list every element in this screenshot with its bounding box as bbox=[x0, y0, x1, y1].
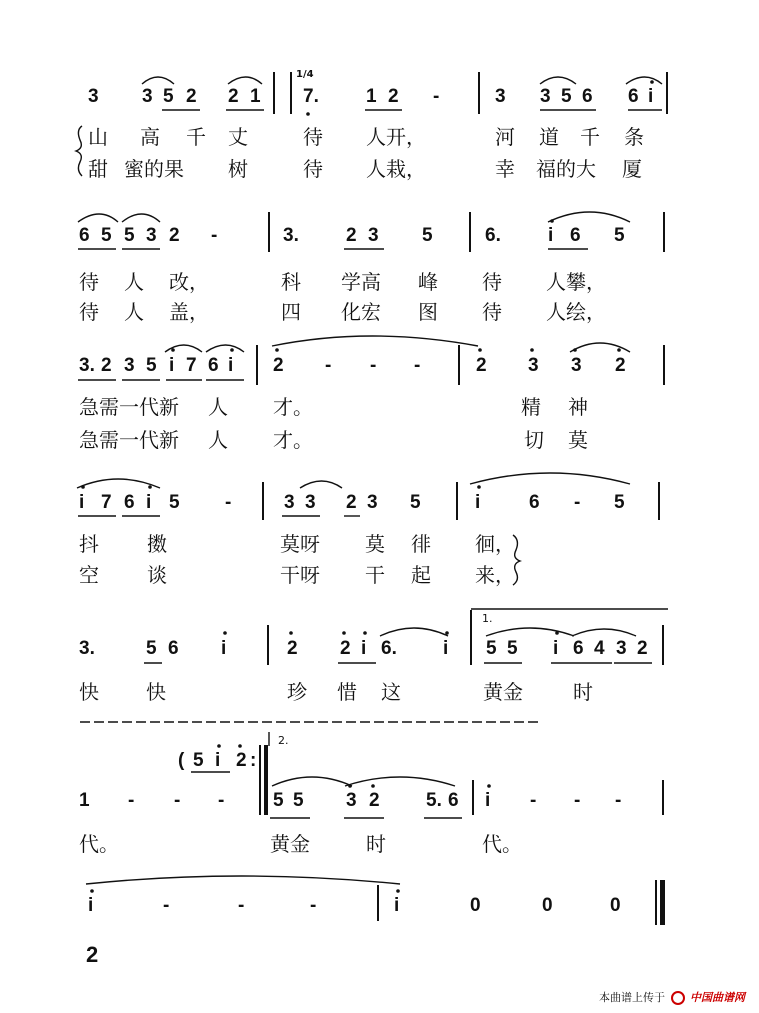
lyric: 待 bbox=[79, 300, 99, 324]
note: - bbox=[370, 355, 377, 376]
note: - bbox=[574, 790, 581, 811]
note: i bbox=[394, 895, 400, 916]
note: 3 bbox=[367, 492, 378, 513]
lyric: 精 bbox=[521, 395, 541, 419]
slur bbox=[548, 212, 630, 222]
note: 5 bbox=[614, 225, 625, 246]
note: i bbox=[361, 638, 367, 659]
lyric: 幸 bbox=[495, 157, 515, 181]
note: 1 bbox=[79, 790, 90, 811]
note: i bbox=[228, 355, 234, 376]
note: - bbox=[218, 790, 225, 811]
high-dot bbox=[617, 348, 621, 352]
note: - bbox=[615, 790, 622, 811]
high-dot bbox=[396, 889, 400, 893]
lyric: 人攀， bbox=[546, 270, 606, 294]
note: 2 bbox=[340, 638, 351, 659]
note: - bbox=[174, 790, 181, 811]
site-name[interactable]: 中国曲谱网 bbox=[690, 991, 745, 1004]
note: 2 bbox=[388, 86, 399, 107]
tie bbox=[86, 876, 400, 884]
note: i bbox=[169, 355, 175, 376]
meter-sign: 1/4 bbox=[296, 69, 314, 80]
note: 7 bbox=[101, 492, 112, 513]
brace bbox=[513, 535, 520, 585]
note: i bbox=[485, 790, 491, 811]
lyric: 代。 bbox=[482, 832, 522, 856]
note: 2 bbox=[169, 225, 180, 246]
lyric: 盖， bbox=[169, 300, 209, 324]
note: 3. bbox=[79, 355, 95, 376]
high-dot bbox=[550, 219, 554, 223]
note: 2 bbox=[476, 355, 487, 376]
note: - bbox=[211, 225, 218, 246]
high-dot bbox=[478, 348, 482, 352]
note: 0 bbox=[470, 895, 481, 916]
lyric: 来， bbox=[475, 563, 515, 587]
lyric: 待 bbox=[79, 270, 99, 294]
lyric: 树 bbox=[228, 157, 248, 181]
lyric: 改， bbox=[169, 270, 209, 294]
note: 3 bbox=[528, 355, 539, 376]
lyric: 四 bbox=[281, 300, 301, 324]
lyric: 条 bbox=[624, 125, 644, 149]
lyric: 才。 bbox=[273, 395, 313, 419]
note: 7. bbox=[303, 86, 319, 107]
lyric: 时 bbox=[366, 832, 386, 856]
lyric: 抖 bbox=[79, 532, 99, 556]
lyric: 人 bbox=[124, 270, 144, 294]
note: 3 bbox=[540, 86, 551, 107]
note: 5 bbox=[293, 790, 304, 811]
high-dot bbox=[477, 485, 481, 489]
high-dot bbox=[487, 784, 491, 788]
slur bbox=[206, 345, 244, 352]
lyric: 千 bbox=[580, 125, 600, 149]
high-dot bbox=[223, 631, 227, 635]
high-dot bbox=[230, 348, 234, 352]
note: i bbox=[475, 492, 481, 513]
note: 6 bbox=[573, 638, 584, 659]
note: 6 bbox=[448, 790, 459, 811]
high-dot bbox=[275, 348, 279, 352]
slur bbox=[470, 473, 630, 484]
slur bbox=[78, 214, 118, 222]
note: 3 bbox=[616, 638, 627, 659]
note: i bbox=[215, 750, 221, 771]
low-dot bbox=[306, 112, 310, 116]
lyric: 人开， bbox=[366, 125, 426, 149]
lyric: 化宏 bbox=[341, 300, 381, 324]
note: 6. bbox=[485, 225, 501, 246]
volta-1-label: 1. bbox=[482, 612, 493, 625]
slur bbox=[572, 629, 636, 636]
lyric: 急需一代新 bbox=[79, 395, 179, 419]
note: 2 bbox=[273, 355, 284, 376]
lyric: 人栽， bbox=[366, 157, 426, 181]
repeat-dots: : bbox=[250, 750, 257, 771]
slur bbox=[300, 481, 342, 488]
high-dot bbox=[530, 348, 534, 352]
lyric: 高 bbox=[140, 125, 160, 149]
slur bbox=[77, 479, 160, 488]
page-number: 2 bbox=[86, 942, 99, 967]
note: 3 bbox=[368, 225, 379, 246]
slur bbox=[165, 345, 202, 352]
lyric: 峰 bbox=[418, 270, 438, 294]
note: - bbox=[310, 895, 317, 916]
lyric: 福的大 bbox=[536, 157, 596, 181]
note: 2 bbox=[369, 790, 380, 811]
slur bbox=[142, 77, 174, 84]
lyric: 黄金 bbox=[270, 832, 310, 856]
high-dot bbox=[363, 631, 367, 635]
lyric: 待 bbox=[303, 157, 323, 181]
lyric: 空 bbox=[79, 563, 99, 587]
note: 3. bbox=[283, 225, 299, 246]
high-dot bbox=[348, 784, 352, 788]
note: 2 bbox=[346, 492, 357, 513]
lyric: 人 bbox=[208, 428, 228, 452]
note: 0 bbox=[610, 895, 621, 916]
slur bbox=[228, 77, 262, 84]
lyric: 蜜的果 bbox=[124, 157, 184, 181]
note: - bbox=[128, 790, 135, 811]
paren: ( bbox=[178, 750, 185, 771]
note: i bbox=[221, 638, 227, 659]
lyric: 谈 bbox=[147, 563, 167, 587]
slur bbox=[122, 214, 160, 222]
note: 6 bbox=[529, 492, 540, 513]
brace bbox=[76, 126, 82, 176]
lyric: 惜 bbox=[337, 680, 357, 704]
note: - bbox=[238, 895, 245, 916]
lyric: 这 bbox=[381, 680, 401, 704]
lyric: 厦 bbox=[622, 157, 642, 181]
lyric: 快 bbox=[79, 680, 99, 704]
slur bbox=[345, 777, 455, 786]
lyric: 切 bbox=[524, 428, 544, 452]
slur bbox=[380, 628, 448, 636]
note: 2 bbox=[236, 750, 247, 771]
note: 5 bbox=[561, 86, 572, 107]
slur bbox=[570, 343, 630, 352]
lyric: 徊， bbox=[475, 532, 515, 556]
lyric: 待 bbox=[482, 300, 502, 324]
note: 3 bbox=[495, 86, 506, 107]
note: - bbox=[163, 895, 170, 916]
note: i bbox=[88, 895, 94, 916]
high-dot bbox=[217, 744, 221, 748]
lyric: 干呀 bbox=[280, 563, 320, 587]
note: i bbox=[443, 638, 449, 659]
note: 3 bbox=[346, 790, 357, 811]
note: 0 bbox=[542, 895, 553, 916]
note: 1 bbox=[250, 86, 261, 107]
lyric: 学高 bbox=[341, 270, 381, 294]
note: 5 bbox=[273, 790, 284, 811]
lyric: 图 bbox=[418, 300, 438, 324]
note: 2 bbox=[637, 638, 648, 659]
lyric: 才。 bbox=[273, 428, 313, 452]
high-dot bbox=[289, 631, 293, 635]
note: - bbox=[414, 355, 421, 376]
slur bbox=[272, 777, 352, 786]
lyric: 神 bbox=[568, 395, 588, 419]
lyric: 珍 bbox=[287, 680, 307, 704]
slur bbox=[540, 77, 576, 84]
note: 3 bbox=[142, 86, 153, 107]
note: 5 bbox=[507, 638, 518, 659]
lyric: 千 bbox=[186, 125, 206, 149]
lyric: 莫 bbox=[568, 428, 588, 452]
lyric: 人 bbox=[124, 300, 144, 324]
high-dot bbox=[555, 631, 559, 635]
note: - bbox=[530, 790, 537, 811]
note: 2 bbox=[101, 355, 112, 376]
note: 1 bbox=[366, 86, 377, 107]
lyric: 科 bbox=[281, 270, 301, 294]
site-logo-icon bbox=[671, 991, 685, 1005]
note: 5 bbox=[169, 492, 180, 513]
note: 6 bbox=[208, 355, 219, 376]
note: i bbox=[548, 225, 554, 246]
note: 3 bbox=[88, 86, 99, 107]
note: 2 bbox=[346, 225, 357, 246]
high-dot bbox=[371, 784, 375, 788]
lyric: 起 bbox=[411, 563, 431, 587]
tie bbox=[272, 336, 478, 346]
lyric: 道 bbox=[539, 125, 559, 149]
note: i bbox=[146, 492, 152, 513]
note: - bbox=[325, 355, 332, 376]
high-dot bbox=[148, 485, 152, 489]
volta-2-label: 2. bbox=[278, 734, 289, 747]
note: 5 bbox=[486, 638, 497, 659]
note: 2 bbox=[287, 638, 298, 659]
lyric: 待 bbox=[482, 270, 502, 294]
lyric: 擞 bbox=[147, 532, 167, 556]
note: 3 bbox=[284, 492, 295, 513]
high-dot bbox=[171, 348, 175, 352]
note: 5 bbox=[146, 638, 157, 659]
note: 5 bbox=[146, 355, 157, 376]
note: - bbox=[574, 492, 581, 513]
high-dot bbox=[573, 348, 577, 352]
note: 6 bbox=[124, 492, 135, 513]
note: 2 bbox=[615, 355, 626, 376]
note: 6 bbox=[570, 225, 581, 246]
lyric: 代。 bbox=[79, 832, 119, 856]
lyric: 时 bbox=[573, 680, 593, 704]
lyric: 山 bbox=[88, 125, 108, 149]
lyric: 河 bbox=[495, 125, 515, 149]
note: 6 bbox=[628, 86, 639, 107]
upload-note: 本曲谱上传于 bbox=[599, 991, 665, 1004]
lyric: 人绘， bbox=[546, 300, 606, 324]
note: 3. bbox=[79, 638, 95, 659]
note: - bbox=[225, 492, 232, 513]
note: 3 bbox=[305, 492, 316, 513]
note: 5 bbox=[163, 86, 174, 107]
lyric: 黄金 bbox=[483, 680, 523, 704]
slur bbox=[626, 77, 662, 84]
note: i bbox=[79, 492, 85, 513]
note: 3 bbox=[146, 225, 157, 246]
note: 6 bbox=[168, 638, 179, 659]
note: 7 bbox=[186, 355, 197, 376]
note: 5 bbox=[422, 225, 433, 246]
lyric: 甜 bbox=[88, 157, 108, 181]
high-dot bbox=[445, 631, 449, 635]
note: i bbox=[553, 638, 559, 659]
lyric: 待 bbox=[303, 125, 323, 149]
note: 5. bbox=[426, 790, 442, 811]
high-dot bbox=[342, 631, 346, 635]
slur bbox=[486, 628, 574, 636]
lyric: 莫 bbox=[365, 532, 385, 556]
lyric: 急需一代新 bbox=[79, 428, 179, 452]
lyric: 徘 bbox=[411, 532, 431, 556]
lyric: 快 bbox=[146, 680, 166, 704]
note: 3 bbox=[124, 355, 135, 376]
lyric: 人 bbox=[208, 395, 228, 419]
high-dot bbox=[81, 485, 85, 489]
note: 3 bbox=[571, 355, 582, 376]
lyric: 干 bbox=[365, 563, 385, 587]
note: 6 bbox=[582, 86, 593, 107]
note: 5 bbox=[193, 750, 204, 771]
footer bbox=[599, 989, 745, 1005]
lyric: 莫呀 bbox=[280, 532, 320, 556]
note: 6 bbox=[79, 225, 90, 246]
note: 5 bbox=[101, 225, 112, 246]
note: i bbox=[648, 86, 654, 107]
note: 4 bbox=[594, 638, 605, 659]
high-dot bbox=[238, 744, 242, 748]
note: 6. bbox=[381, 638, 397, 659]
note: - bbox=[433, 86, 440, 107]
lyric: 丈 bbox=[228, 125, 248, 149]
note: 2 bbox=[228, 86, 239, 107]
note: 2 bbox=[186, 86, 197, 107]
note: 5 bbox=[614, 492, 625, 513]
note: 5 bbox=[410, 492, 421, 513]
high-dot bbox=[90, 889, 94, 893]
high-dot bbox=[650, 80, 654, 84]
note: 5 bbox=[124, 225, 135, 246]
